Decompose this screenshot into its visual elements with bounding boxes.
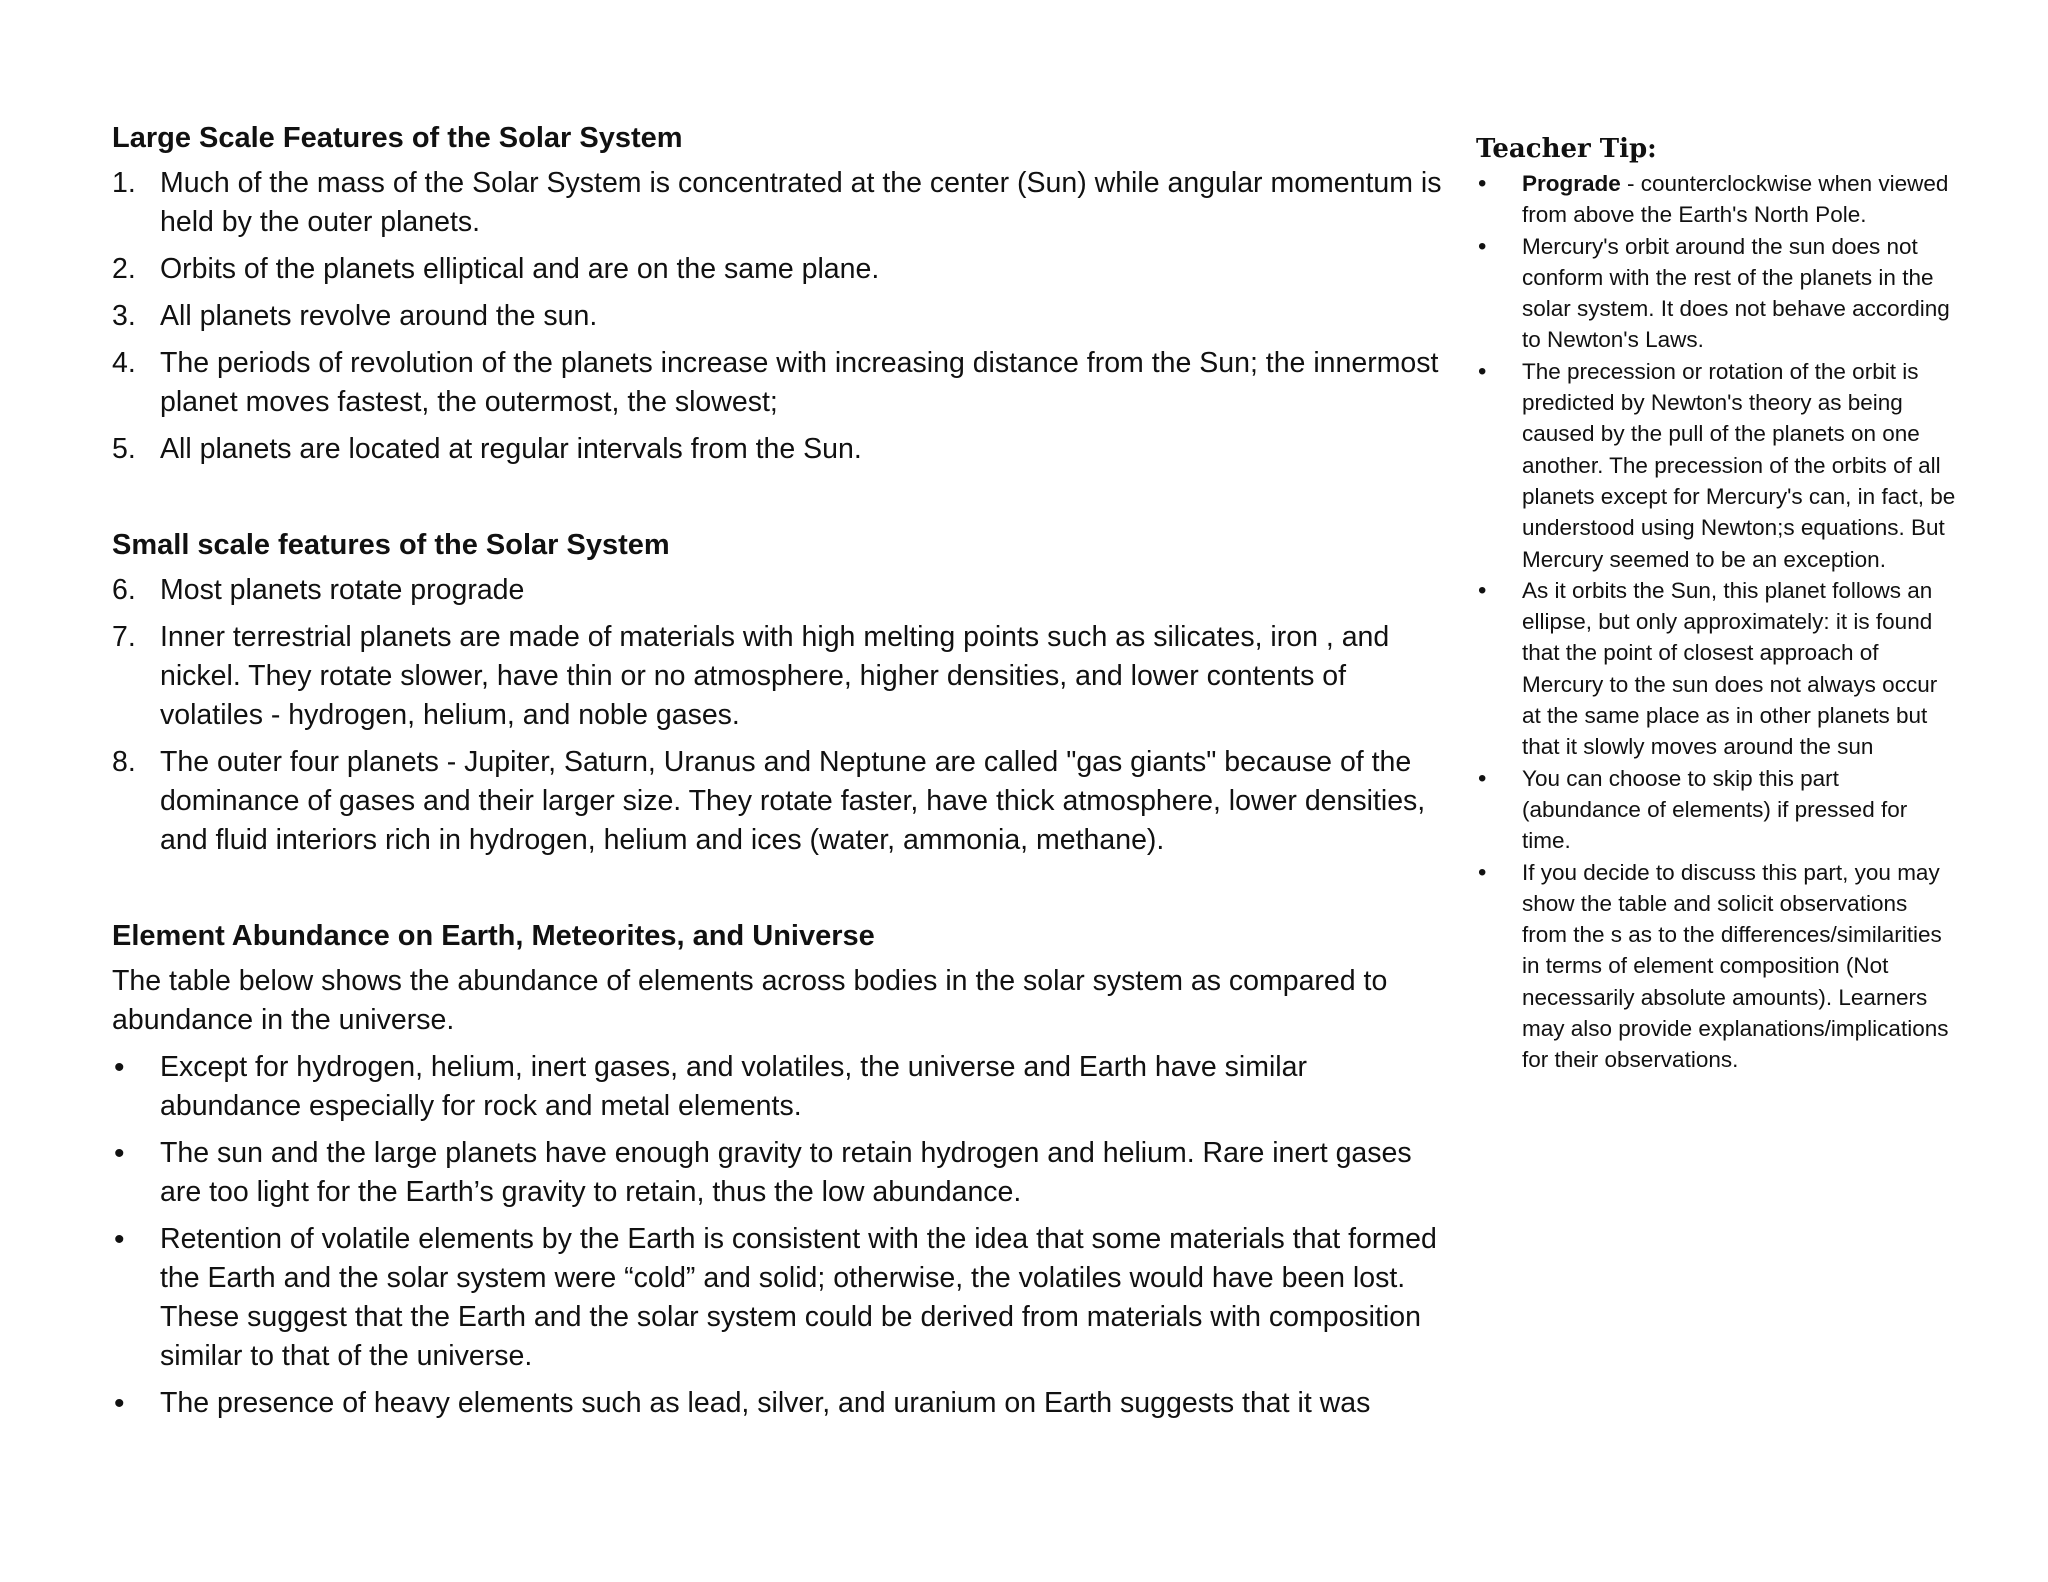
teacher-tip-list [1476,168,1956,1076]
list-item [112,250,1442,289]
tip-item [1476,857,1956,1076]
tip-text: As it orbits the Sun, this planet follows an ellipse, but only approximately: it is found that the point of closest approach of Mercury to the sun does not always occur at the same place as in other planets but that it slowly moves around the sun [1522,577,1938,760]
list-item [112,430,1442,469]
list-item [112,297,1442,336]
bullet-icon: • [1478,232,1487,260]
section-heading: Large Scale Features of the Solar System [112,122,683,154]
tip-text: The precession or rotation of the orbit is predicted by Newton's theory as being caused by the pull of the planets on one another. The precession of the orbits of all planets except for Mercury's can, in fact, be understood using Newton;s equations. But Mercury seemed to be an exception. [1522,358,1956,572]
bullet-icon: • [1478,170,1487,197]
teacher-tip-heading: Teacher Tip: [1476,134,1657,164]
list-number: 1. [112,167,136,199]
list-number: 4. [112,347,136,379]
list-item-text: The presence of heavy elements such as lead, silver, and uranium on Earth suggests that it was [160,1387,1371,1419]
list-number: 2. [112,253,136,285]
list-item-text: Inner terrestrial planets are made of materials with high melting points such as silicates, iron , and nickel. They rotate slower, have thin or no atmosphere, higher densities, and lower contents of volatiles - hydrogen, helium, and noble gases. [160,621,1390,731]
bullet-icon: • [1478,357,1487,385]
section-element-abundance [112,916,1442,1423]
list-item-text: Retention of volatile elements by the Earth is consistent with the idea that some materials that formed the Earth and the solar system were “cold” and solid; otherwise, the volatiles would have been lost. These suggest that the Earth and the solar system could be derived from materials with composition similar to that of the universe. [160,1223,1437,1372]
main-content [112,118,1442,1431]
list-number: 6. [112,574,136,606]
list-item-text: Much of the mass of the Solar System is concentrated at the center (Sun) while angular momentum is held by the outer planets. [160,167,1442,238]
tip-item [1476,231,1956,356]
list-item-text: All planets revolve around the sun. [160,300,598,332]
numbered-list [112,164,1442,469]
section-small-scale-features [112,525,1442,860]
list-number: 3. [112,300,136,332]
list-item-text: Orbits of the planets elliptical and are on the same plane. [160,253,880,285]
section-large-scale-features [112,118,1442,469]
tip-item [1476,356,1956,575]
tip-text: Mercury's orbit around the sun does not conform with the rest of the planets in the solar system. It does not behave according to Newton's Laws. [1522,233,1950,353]
list-item [112,571,1442,610]
list-item [112,164,1442,242]
list-item [112,1134,1442,1212]
list-item-text: The outer four planets - Jupiter, Saturn, Uranus and Neptune are called "gas giants" because of the dominance of gases and their larger size. They rotate faster, have thick atmosphere, lower densities, and fluid interiors rich in hydrogen, helium and ices (water, ammonia, methane). [160,746,1426,856]
section-spacer [112,868,1442,916]
bullet-icon: • [1478,764,1487,792]
list-item [112,344,1442,422]
section-heading: Element Abundance on Earth, Meteorites, and Universe [112,920,875,952]
tip-text: If you decide to discuss this part, you may show the table and solicit observations from the s as to the differences/similarities in terms of element composition (Not necessarily absolute amounts). Learners may also provide explanations/implications for their observations. [1522,859,1949,1073]
list-item-text: Most planets rotate prograde [160,574,525,606]
numbered-list [112,571,1442,860]
tip-text: You can choose to skip this part (abundance of elements) if pressed for time. [1522,765,1908,854]
bullet-icon: • [114,1387,125,1420]
bullet-list [112,1048,1442,1423]
list-number: 5. [112,433,136,465]
list-item-text: The periods of revolution of the planets increase with increasing distance from the Sun; the innermost planet moves fastest, the outermost, the slowest; [160,347,1439,418]
bullet-icon: • [114,1051,125,1084]
list-number: 8. [112,746,136,778]
bullet-icon: • [1478,576,1487,604]
list-item [112,1048,1442,1126]
bullet-icon: • [114,1223,125,1256]
list-item [112,743,1442,860]
list-number: 7. [112,621,136,653]
list-item-text: The sun and the large planets have enough gravity to retain hydrogen and helium. Rare inert gases are too light for the Earth’s gravity to retain, thus the low abundance. [160,1137,1412,1208]
bullet-icon: • [114,1137,125,1170]
tip-term: Prograde [1522,171,1621,196]
list-item-text: All planets are located at regular intervals from the Sun. [160,433,862,465]
list-item [112,1220,1442,1376]
tip-item [1476,575,1956,763]
section-spacer [112,477,1442,525]
intro-paragraph: The table below shows the abundance of elements across bodies in the solar system as compared to abundance in the universe. [112,965,1388,1036]
section-heading: Small scale features of the Solar System [112,529,670,561]
list-item-text: Except for hydrogen, helium, inert gases, and volatiles, the universe and Earth have similar abundance especially for rock and metal elements. [160,1051,1307,1122]
list-item [112,1384,1442,1423]
tip-text: - counterclockwise when viewed from above the Earth's North Pole. [1522,171,1949,228]
tip-item [1476,168,1956,231]
bullet-icon: • [1478,858,1487,886]
list-item [112,618,1442,735]
tip-item [1476,763,1956,857]
teacher-tip-sidebar [1476,132,1956,1076]
